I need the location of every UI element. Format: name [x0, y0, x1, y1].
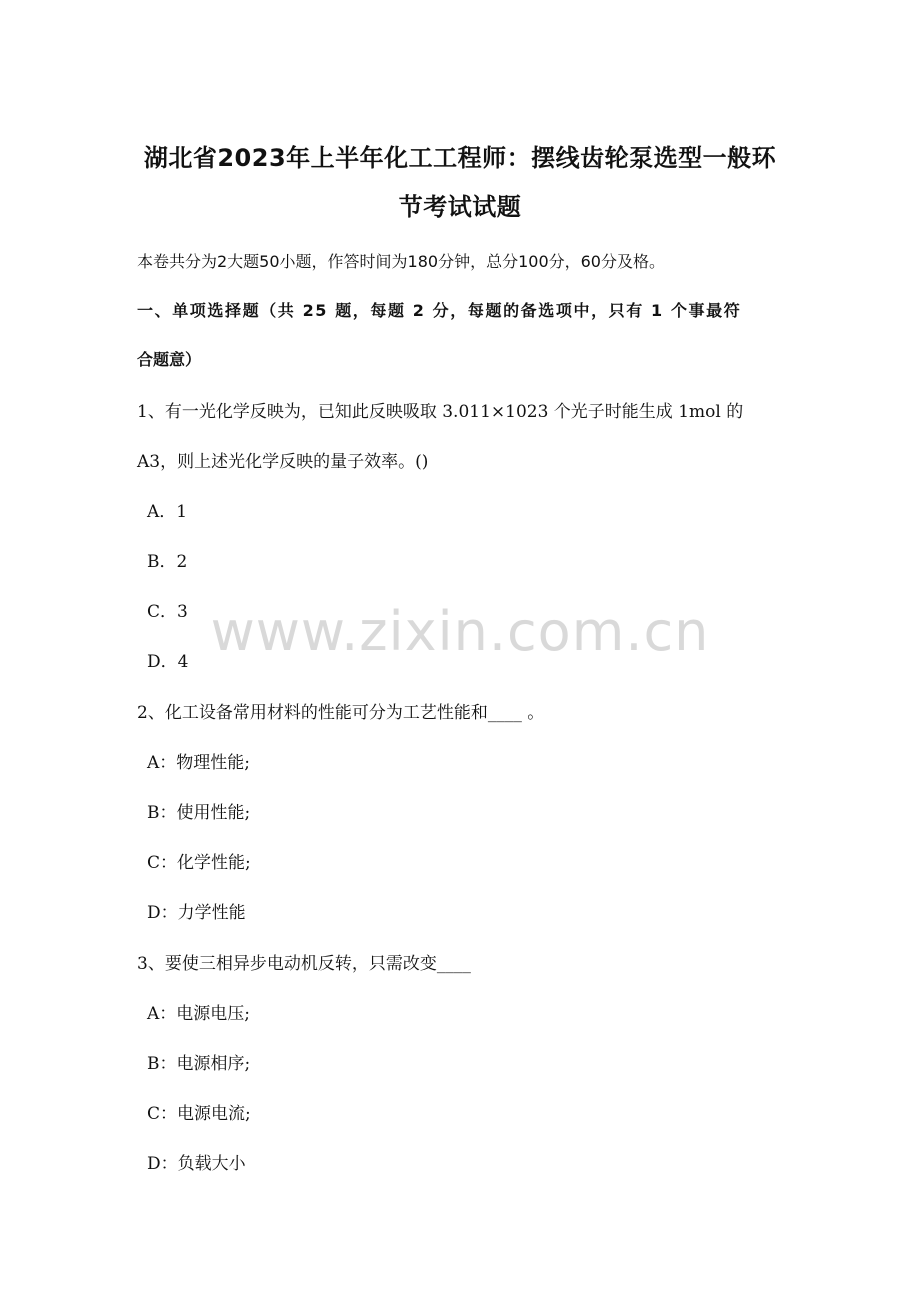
question-2-option-c: C：化学性能; [147, 853, 251, 873]
exam-intro: 本卷共分为2大题50小题，作答时间为180分钟，总分100分，60分及格。 [137, 252, 665, 271]
question-3-stem: 3、要使三相异步电动机反转，只需改变____ [137, 954, 471, 974]
document-title-line-2: 节考试试题 [398, 193, 522, 221]
question-2-option-b: B：使用性能; [147, 803, 251, 823]
question-1-option-b: B．2 [147, 552, 188, 572]
question-1-option-d: D．4 [147, 652, 189, 672]
question-2-option-a: A：物理性能; [147, 753, 251, 773]
question-3-option-b: B：电源相序; [147, 1054, 251, 1074]
question-3-option-c: C：电源电流; [147, 1104, 251, 1124]
section-heading-line-2: 合题意） [137, 350, 202, 369]
question-3-option-a: A：电源电压; [147, 1004, 251, 1024]
question-2-option-d: D：力学性能 [147, 903, 246, 923]
document-title-line-1: 湖北省2023年上半年化工工程师：摆线齿轮泵选型一般环 [143, 144, 777, 172]
question-1-stem-line-2: A3，则上述光化学反映的量子效率。() [137, 452, 429, 472]
section-heading-line-1: 一、单项选择题（共 25 题，每题 2 分，每题的备选项中，只有 1 个事最符 [137, 301, 742, 320]
question-2-stem: 2、化工设备常用材料的性能可分为工艺性能和____ 。 [137, 703, 545, 723]
question-1-option-c: C．3 [147, 602, 188, 622]
question-3-option-d: D：负载大小 [147, 1154, 246, 1174]
question-1-stem-line-1: 1、有一光化学反映为，已知此反映吸取 3.011×1023 个光子时能生成 1mol 的 [137, 402, 744, 422]
question-1-option-a: A．1 [147, 502, 188, 522]
watermark: www.zixin.com.cn [210, 600, 710, 663]
